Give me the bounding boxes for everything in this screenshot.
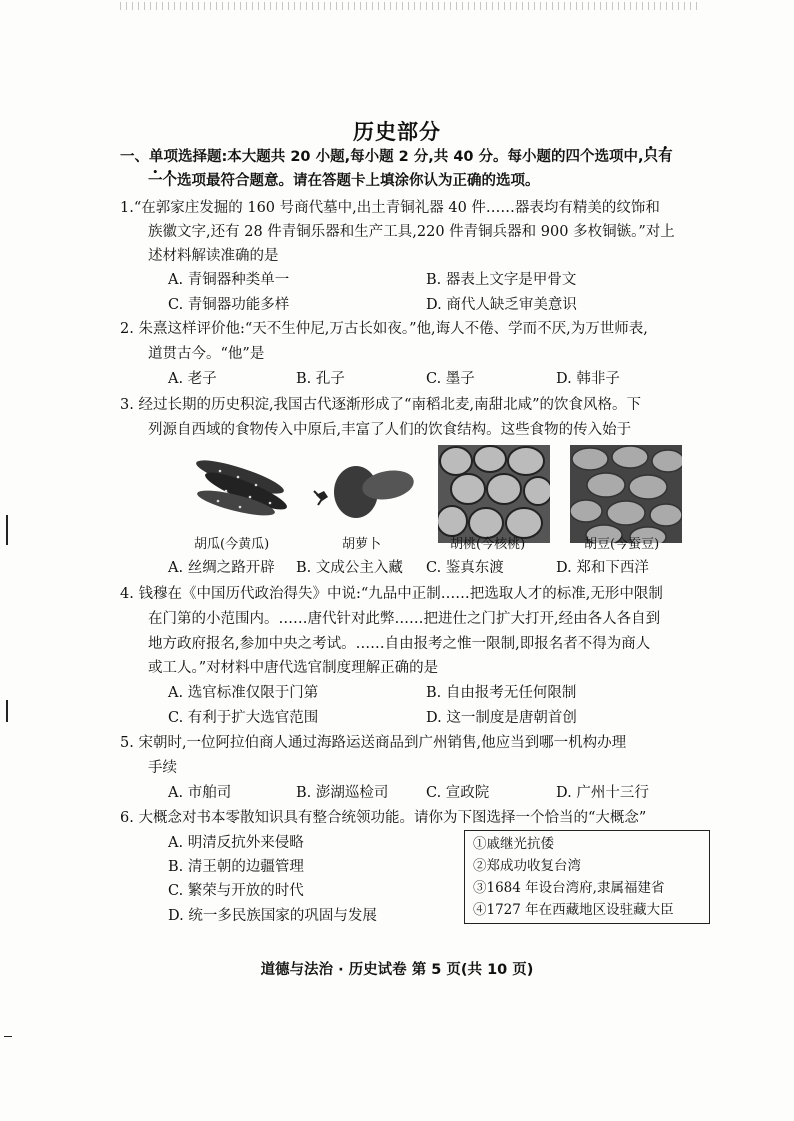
question-4-option: A. 选官标准仅限于门第 xyxy=(168,685,319,701)
image-caption: 胡瓜(今黄瓜) xyxy=(194,537,270,552)
walnut-image xyxy=(438,445,550,543)
concept-item: ④1727 年在西藏地区设驻藏大臣 xyxy=(473,902,674,918)
question-6-line: 6. 大概念对书本零散知识具有整合统领功能。请你为下图选择一个恰当的“大概念” xyxy=(120,810,647,826)
question-5-line: 5. 宋朝时,一位阿拉伯商人通过海路运送商品到广州销售,他应当到哪一机构办理 xyxy=(120,735,627,751)
image-caption: 胡桃(今核桃) xyxy=(450,537,526,552)
question-1-option: C. 青铜器功能多样 xyxy=(168,297,290,313)
scan-mark xyxy=(6,700,8,722)
question-3-line: 列源自西域的食物传入中原后,丰富了人们的饮食结构。这些食物的传入始于 xyxy=(148,422,632,438)
question-5-option: D. 广州十三行 xyxy=(556,785,649,801)
concept-item: ③1684 年设台湾府,隶属福建省 xyxy=(473,880,665,896)
emphasis-char: 只 xyxy=(643,149,659,165)
question-5-line: 手续 xyxy=(148,760,177,776)
question-3-option: B. 文成公主入藏 xyxy=(296,560,403,576)
section-heading-cont: 一个选项最符合题意。请在答题卡上填涂你认为正确的选项。 xyxy=(148,173,540,189)
emphasis-char: 有 xyxy=(658,149,673,165)
page-footer: 道德与法治 · 历史试卷 第 5 页(共 10 页) xyxy=(260,962,534,978)
question-2-option: D. 韩非子 xyxy=(556,371,620,387)
question-2-line: 道贯古今。“他”是 xyxy=(148,346,265,362)
emphasis-text xyxy=(644,149,673,165)
image-caption: 胡豆(今蚕豆) xyxy=(584,537,660,552)
question-5-option: A. 市舶司 xyxy=(168,785,232,801)
question-2-option: B. 孔子 xyxy=(296,371,345,387)
question-1-option: B. 器表上文字是甲骨文 xyxy=(426,272,577,288)
scan-mark xyxy=(6,515,8,545)
question-4-option: B. 自由报考无任何限制 xyxy=(426,685,577,701)
question-3-line: 3. 经过长期的历史积淀,我国古代逐渐形成了“南稻北麦,南甜北咸”的饮食风格。下 xyxy=(120,397,641,413)
question-3-option: D. 郑和下西洋 xyxy=(556,560,649,576)
emphasis-char: 一 xyxy=(148,173,163,189)
emphasis-text xyxy=(148,173,177,189)
concept-item: ①戚继光抗倭 xyxy=(473,836,554,852)
question-6-option: C. 繁荣与开放的时代 xyxy=(168,883,304,899)
question-1-line: 族徽文字,还有 28 件青铜乐器和生产工具,220 件青铜兵器和 900 多枚铜镞。”对上 xyxy=(148,224,675,240)
question-2-line: 2. 朱熹这样评价他:“天不生仲尼,万古长如夜。”他,诲人不倦、学而不厌,为万世师表, xyxy=(120,321,648,337)
question-4-option: C. 有利于扩大选官范围 xyxy=(168,710,319,726)
broad-bean-image xyxy=(570,445,682,543)
question-6-option: B. 清王朝的边疆管理 xyxy=(168,859,304,875)
scan-edge-dots xyxy=(120,2,700,10)
concept-item: ②郑成功收复台湾 xyxy=(473,858,581,874)
section-heading: 一、单项选择题:本大题共 20 小题,每小题 2 分,共 40 分。每小题的四个选项中,只有 xyxy=(120,149,673,165)
question-5-option: C. 宣政院 xyxy=(426,785,490,801)
question-5-option: B. 澎湖巡检司 xyxy=(296,785,389,801)
question-1-line: 1.“在郭家庄发掘的 160 号商代墓中,出土青铜礼器 40 件……器表均有精美的纹饰和 xyxy=(120,200,660,216)
question-1-line: 述材料解读准确的是 xyxy=(148,248,279,264)
question-3-option: C. 鉴真东渡 xyxy=(426,560,504,576)
question-1-option: A. 青铜器种类单一 xyxy=(168,272,290,288)
question-2-option: A. 老子 xyxy=(168,371,217,387)
emphasis-char: 个 xyxy=(162,173,177,189)
question-4-line: 4. 钱穆在《中国历代政治得失》中说:“九品中正制……把选取人才的标准,无形中限制 xyxy=(120,586,663,602)
question-6-option: A. 明清反抗外来侵略 xyxy=(168,835,304,851)
question-4-line: 地方政府报名,参加中央之考试。……自由报考之惟一限制,即报名者不得为商人 xyxy=(148,636,651,652)
carrot-image xyxy=(308,447,420,529)
question-2-option: C. 墨子 xyxy=(426,371,475,387)
scan-mark xyxy=(4,1036,12,1037)
cucumber-image xyxy=(190,447,302,529)
question-6-option: D. 统一多民族国家的巩固与发展 xyxy=(168,908,377,924)
question-4-line: 在门第的小范围内。……唐代针对此弊……把进仕之门扩大打开,经由各人各自到 xyxy=(148,611,661,627)
question-4-line: 或工人。”对材料中唐代选官制度理解正确的是 xyxy=(148,660,439,676)
question-4-option: D. 这一制度是唐朝首创 xyxy=(426,710,577,726)
concept-box xyxy=(464,830,710,924)
question-1-option: D. 商代人缺乏审美意识 xyxy=(426,297,577,313)
question-3-option: A. 丝绸之路开辟 xyxy=(168,560,275,576)
page-title: 历史部分 xyxy=(353,120,441,144)
image-caption: 胡萝卜 xyxy=(342,537,382,552)
